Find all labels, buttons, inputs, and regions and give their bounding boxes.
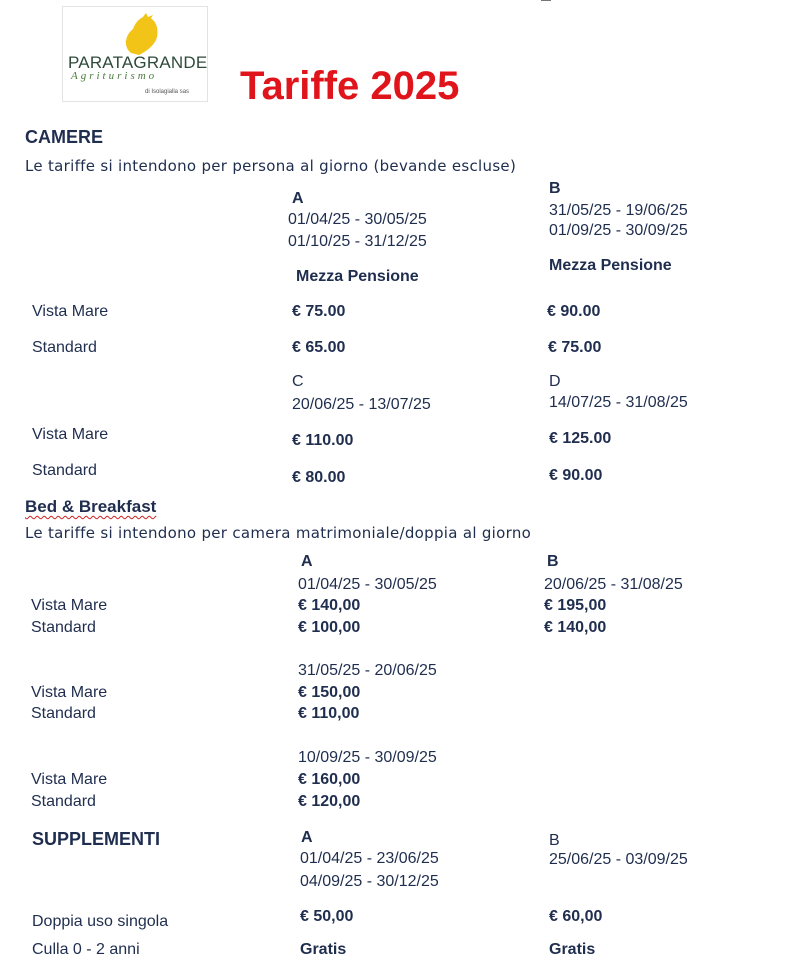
camere-col-b-letter: B — [549, 180, 561, 197]
camere-row4-label: Standard — [32, 462, 97, 479]
logo-name: PARATAGRANDE — [68, 53, 208, 72]
page-title: Tariffe 2025 — [240, 64, 460, 108]
bnb-g3-std: € 120,00 — [298, 793, 361, 810]
camere-row3-d: € 125.00 — [549, 430, 612, 447]
bnb-g1-vm-b: € 195,00 — [544, 597, 607, 614]
camere-row4-d: € 90.00 — [549, 467, 603, 484]
bnb-g1-std-a: € 100,00 — [298, 619, 361, 636]
camere-row2-a: € 65.00 — [292, 339, 346, 356]
camere-row2-label: Standard — [32, 339, 97, 356]
camere-heading: CAMERE — [25, 127, 104, 147]
camere-col-a-label: Mezza Pensione — [296, 268, 419, 285]
camere-row4-c: € 80.00 — [292, 469, 346, 486]
camere-col-a-date1: 01/04/25 - 30/05/25 — [288, 211, 427, 228]
bnb-g2-std-label: Standard — [31, 705, 96, 722]
bnb-g3-vm: € 160,00 — [298, 771, 361, 788]
camere-row1-label: Vista Mare — [32, 303, 109, 320]
camere-col-d-letter: D — [549, 373, 561, 390]
bnb-col-a-letter: A — [301, 553, 313, 570]
supplementi-row2-b: Gratis — [549, 941, 596, 958]
camere-row1-a: € 75.00 — [292, 303, 346, 320]
camere-row2-b: € 75.00 — [548, 339, 602, 356]
supplementi-row1-a: € 50,00 — [300, 908, 354, 925]
top-edge-mark — [541, 0, 551, 1]
bnb-note: Le tariffe si intendono per camera matrimoniale/doppia al giorno — [25, 524, 532, 542]
camere-col-a-date2: 01/10/25 - 31/12/25 — [288, 233, 427, 250]
bnb-g3-std-label: Standard — [31, 793, 96, 810]
bnb-g2-std: € 110,00 — [298, 705, 360, 722]
supplementi-col-a-date1: 01/04/25 - 23/06/25 — [300, 850, 439, 867]
camere-col-c-date: 20/06/25 - 13/07/25 — [292, 396, 431, 413]
supplementi-col-a-letter: A — [301, 829, 313, 846]
bnb-g2-vm: € 150,00 — [298, 684, 361, 701]
camere-col-c-letter: C — [292, 373, 304, 390]
bnb-g1-std-label: Standard — [31, 619, 96, 636]
camere-col-b-label: Mezza Pensione — [549, 257, 672, 274]
logo-subtitle: Agriturismo — [71, 70, 158, 82]
camere-col-b-date1: 31/05/25 - 19/06/25 — [549, 202, 688, 219]
logo-by: di Isolagialla sas — [145, 89, 190, 95]
supplementi-heading: SUPPLEMENTI — [32, 829, 161, 849]
camere-col-d-date: 14/07/25 - 31/08/25 — [549, 394, 688, 411]
supplementi-row2-label: Culla 0 - 2 anni — [32, 941, 140, 958]
supplementi-row1-label: Doppia uso singola — [32, 913, 169, 930]
supplementi-col-b-letter: B — [549, 832, 560, 849]
bnb-g1-std-b: € 140,00 — [544, 619, 607, 636]
supplementi-row1-b: € 60,00 — [549, 908, 603, 925]
bnb-col-b-date: 20/06/25 - 31/08/25 — [544, 576, 683, 593]
bnb-g1-vm-label: Vista Mare — [31, 597, 108, 614]
camere-row1-b: € 90.00 — [547, 303, 601, 320]
camere-row3-c: € 110.00 — [292, 432, 354, 449]
bnb-heading-text: Bed & Breakfast — [25, 497, 157, 516]
bnb-g2-vm-label: Vista Mare — [31, 684, 108, 701]
camere-row3-label: Vista Mare — [32, 426, 109, 443]
logo — [62, 6, 208, 102]
camere-col-a-letter: A — [292, 190, 304, 207]
bnb-g3-date: 10/09/25 - 30/09/25 — [298, 749, 437, 766]
bnb-col-a-date: 01/04/25 - 30/05/25 — [298, 576, 437, 593]
bnb-g2-date: 31/05/25 - 20/06/25 — [298, 662, 437, 679]
bnb-col-b-letter: B — [547, 553, 559, 570]
bnb-g1-vm-a: € 140,00 — [298, 597, 361, 614]
supplementi-row2-a: Gratis — [300, 941, 347, 958]
supplementi-col-b-date: 25/06/25 - 03/09/25 — [549, 851, 688, 868]
camere-note: Le tariffe si intendono per persona al giorno (bevande escluse) — [25, 157, 517, 175]
bnb-heading — [25, 497, 156, 517]
supplementi-col-a-date2: 04/09/25 - 30/12/25 — [300, 873, 439, 890]
bnb-g3-vm-label: Vista Mare — [31, 771, 108, 788]
camere-col-b-date2: 01/09/25 - 30/09/25 — [549, 222, 688, 239]
